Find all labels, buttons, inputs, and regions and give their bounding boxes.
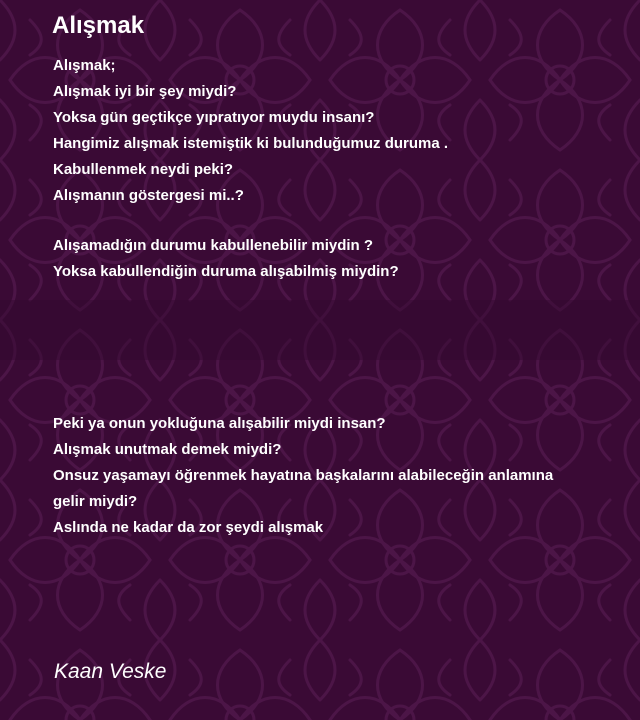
poem-line: Kabullenmek neydi peki? bbox=[53, 161, 234, 178]
poem-line: Yoksa gün geçtikçe yıpratıyor muydu insanı? bbox=[53, 109, 375, 126]
poem-line: Hangimiz alışmak istemiştik ki bulunduğumuz duruma . bbox=[53, 135, 449, 152]
poem-line: Alışmak unutmak demek miydi? bbox=[53, 441, 282, 458]
poem-stanza-3 bbox=[53, 411, 613, 541]
poem-line: Alışamadığın durumu kabullenebilir miydin ? bbox=[53, 237, 374, 254]
poem-line: Aslında ne kadar da zor şeydi alışmak bbox=[53, 519, 324, 536]
poem-stanza-2 bbox=[53, 233, 613, 285]
poem-line: Yoksa kabullendiğin duruma alışabilmiş miydin? bbox=[53, 263, 399, 280]
poem-line: Onsuz yaşamayı öğrenmek hayatına başkalarını alabileceğin anlamına bbox=[53, 467, 554, 484]
poem-author: Kaan Veske bbox=[54, 660, 167, 683]
poem-line: Alışmanın göstergesi mi..? bbox=[53, 187, 244, 204]
poem-line: gelir miydi? bbox=[53, 493, 138, 510]
poem-stanza-1 bbox=[53, 53, 613, 209]
poem-title: Alışmak bbox=[52, 12, 145, 39]
poem-line: Alışmak; bbox=[53, 57, 116, 74]
poem-line: Peki ya onun yokluğuna alışabilir miydi insan? bbox=[53, 415, 386, 432]
poem-line: Alışmak iyi bir şey miydi? bbox=[53, 83, 237, 100]
